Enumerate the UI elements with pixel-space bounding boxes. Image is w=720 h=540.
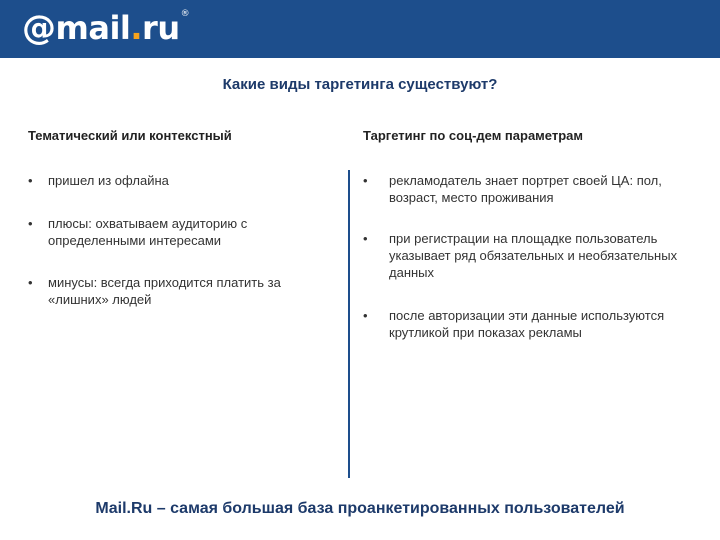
bullet-icon: • (363, 173, 368, 188)
bullet-icon: • (363, 231, 368, 246)
list-item-text: при регистрации на площадке пользователь указывает ряд обязательных и необязательных данных (389, 231, 678, 280)
list-item (28, 215, 328, 249)
list-item (363, 230, 693, 281)
list-item (363, 307, 693, 341)
footer-caption: Mail.Ru – самая большая база проанкетированных пользователей (95, 500, 625, 517)
left-bullet-list (28, 172, 328, 327)
list-item-text: рекламодатель знает портрет своей ЦА: пол, возраст, место проживания (389, 173, 662, 205)
list-item (28, 274, 328, 308)
list-item-text: плюсы: охватываем аудиторию с определенными интересами (48, 216, 248, 248)
right-bullet-list (363, 172, 693, 341)
right-column-heading: Таргетинг по соц-дем параметрам (363, 128, 584, 143)
logo-ru-text: ru (142, 9, 180, 47)
slide-title: Какие виды таргетинга существуют? (222, 76, 498, 93)
list-item-text: пришел из офлайна (48, 173, 169, 188)
bullet-icon: • (28, 275, 33, 290)
logo-at-sign: @ (22, 8, 56, 48)
list-item-text: минусы: всегда приходится платить за «лишних» людей (48, 275, 281, 307)
list-item (28, 172, 328, 189)
bullet-icon: • (28, 173, 33, 188)
list-item-text: после авторизации эти данные используются крутликой при показах рекламы (389, 308, 665, 340)
left-column-heading: Тематический или контекстный (28, 128, 232, 143)
logo-registered-mark: ® (180, 9, 190, 19)
mailru-logo[interactable] (22, 4, 189, 52)
column-divider (348, 170, 350, 478)
list-item (363, 172, 693, 206)
header-band (0, 0, 720, 58)
logo-mail-text: mail (55, 9, 131, 47)
bullet-icon: • (28, 216, 33, 231)
logo-dot: . (130, 9, 143, 47)
bullet-icon: • (363, 308, 368, 323)
